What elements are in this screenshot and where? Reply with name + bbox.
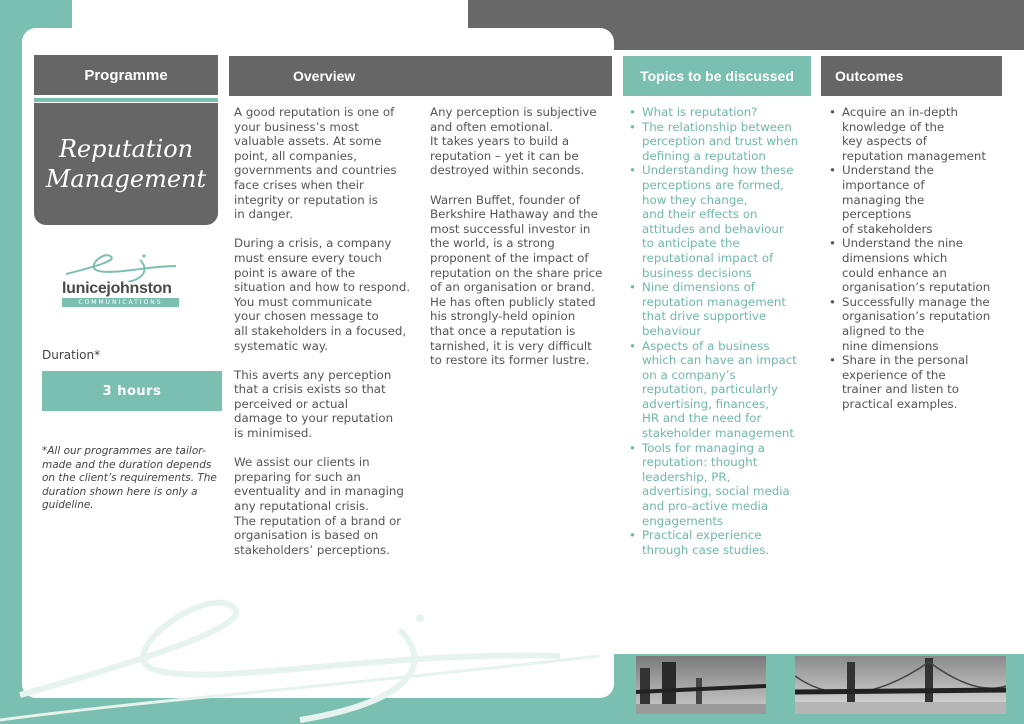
outcome-item: • Successfully manage the organisation’s reputation aligned to the nine dimensions (825, 295, 1015, 353)
topic-item: • Practical experience through case studies. (625, 528, 815, 557)
overview-paragraph: This averts any perception that a crisis exists so that perceived or actual damage to your reputation is minimised. (234, 367, 394, 441)
bridge-photo-left (636, 656, 766, 714)
outcome-item: • Acquire an in-depth knowledge of the key aspects of reputation management (825, 105, 1015, 163)
logo-name: lunicejohnston (62, 280, 172, 297)
outcomes-header: Outcomes (821, 56, 1002, 96)
topic-item: • The relationship between perception and trust when defining a reputation (625, 120, 815, 164)
overview-paragraph: During a crisis, a company must ensure every touch point is aware of the situation and how to respond. You must communicate your chosen message to all stakeholders in a focused, systematic way. (234, 236, 411, 353)
overview-paragraph: Any perception is subjective and often emotional. It takes years to build a reputation – yet it can be destroyed within seconds. (430, 105, 597, 178)
programme-title-line1: Reputation (58, 135, 194, 163)
logo-subtitle: COMMUNICATIONS (62, 298, 179, 307)
topics-header: Topics to be discussed (623, 56, 811, 96)
overview-column-2 (430, 105, 615, 382)
outcome-item: • Understand the importance of managing the perceptions of stakeholders (825, 163, 1015, 236)
outcomes-list (825, 105, 1015, 411)
overview-column-1 (234, 105, 419, 572)
topic-item: • Understanding how these perceptions are formed, how they change, and their effects on attitudes and behaviour to anticipate the reputational impact of business decisions (625, 163, 815, 280)
outcome-item: • Understand the nine dimensions which could enhance an organisation’s reputation (825, 236, 1015, 294)
topic-item: • Nine dimensions of reputation management that drive supportive behaviour (625, 280, 815, 338)
overview-paragraph: Warren Buffet, founder of Berkshire Hathaway and the most successful investor in the world, is a strong proponent of the impact of reputation on the share price of an organisation or brand. He has often publicly stated his strongly-held opinion that once a reputation is tarnished, it is very difficult to restore its former lustre. (430, 192, 603, 368)
topic-item: • Tools for managing a reputation: thought leadership, PR, advertising, social media and pro-active media engagements (625, 441, 815, 529)
ej-watermark-graphic (0, 590, 620, 724)
programme-header: Programme (34, 55, 218, 95)
duration-label: Duration* (42, 348, 101, 362)
overview-paragraph: A good reputation is one of your business’s most valuable assets. At some point, all companies, governments and countries face crises when their integrity or reputation is in danger. (234, 105, 397, 222)
company-logo (58, 252, 183, 314)
outcome-item: • Share in the personal experience of the trainer and listen to practical examples. (825, 353, 1015, 411)
topics-list (625, 105, 815, 557)
bridge-photo-right (795, 656, 1006, 714)
topic-item: • Aspects of a business which can have an impact on a company’s reputation, particularly advertising, finances, HR and the need for stakeholder management (625, 339, 815, 441)
programme-title-line2: Management (45, 165, 207, 193)
programme-title-box (34, 103, 218, 225)
overview-header: Overview (229, 56, 612, 96)
ej-logo-icon (58, 252, 183, 282)
duration-value-box: 3 hours (42, 371, 222, 411)
programme-divider (34, 98, 218, 102)
overview-paragraph: We assist our clients in preparing for such an eventuality and in managing any reputational crisis. The reputation of a brand or organisation is based on stakeholders’ perceptions. (234, 455, 404, 557)
topic-item: • What is reputation? (625, 105, 815, 120)
duration-note: *All our programmes are tailor-made and the duration depends on the client’s requirements. The duration shown here is only a guideline. (42, 445, 217, 511)
